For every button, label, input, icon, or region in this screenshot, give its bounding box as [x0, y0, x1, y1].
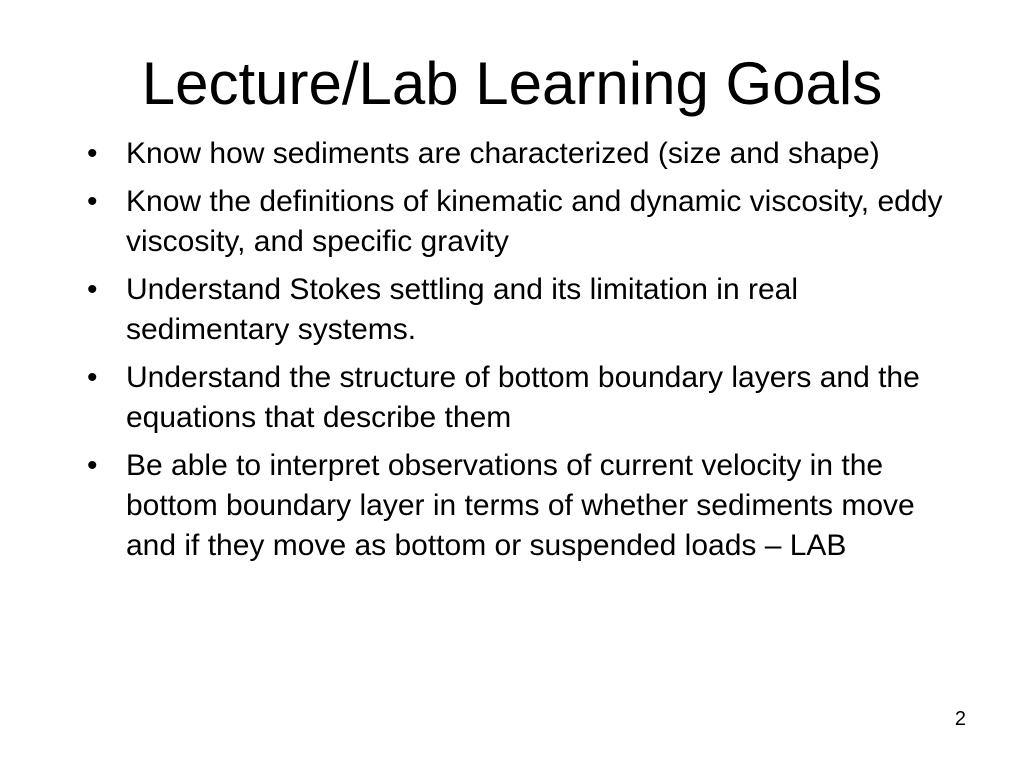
- bullet-item: [87, 134, 947, 174]
- bullet-list: [87, 134, 947, 574]
- bullet-icon: •: [87, 185, 98, 218]
- slide-title: Lecture/Lab Learning Goals: [141, 50, 883, 117]
- bullet-item: [87, 182, 947, 262]
- bullet-icon: •: [87, 361, 98, 394]
- bullet-item: [87, 358, 947, 438]
- bullet-text: Understand Stokes settling and its limitation in real sedimentary systems.: [126, 273, 799, 346]
- bullet-text: Be able to interpret observations of current velocity in the bottom boundary layer in terms of whether sediments move and if they move as bottom or suspended loads – LAB: [126, 449, 915, 562]
- page-number: 2: [954, 708, 966, 730]
- bullet-text: Understand the structure of bottom boundary layers and the equations that describe them: [126, 361, 920, 434]
- bullet-icon: •: [87, 273, 98, 306]
- bullet-text: Know the definitions of kinematic and dynamic viscosity, eddy viscosity, and specific gravity: [126, 185, 943, 258]
- bullet-text: Know how sediments are characterized (size and shape): [126, 137, 880, 170]
- bullet-icon: •: [87, 137, 98, 170]
- bullet-item: [87, 270, 947, 350]
- bullet-item: [87, 446, 947, 566]
- bullet-icon: •: [87, 449, 98, 482]
